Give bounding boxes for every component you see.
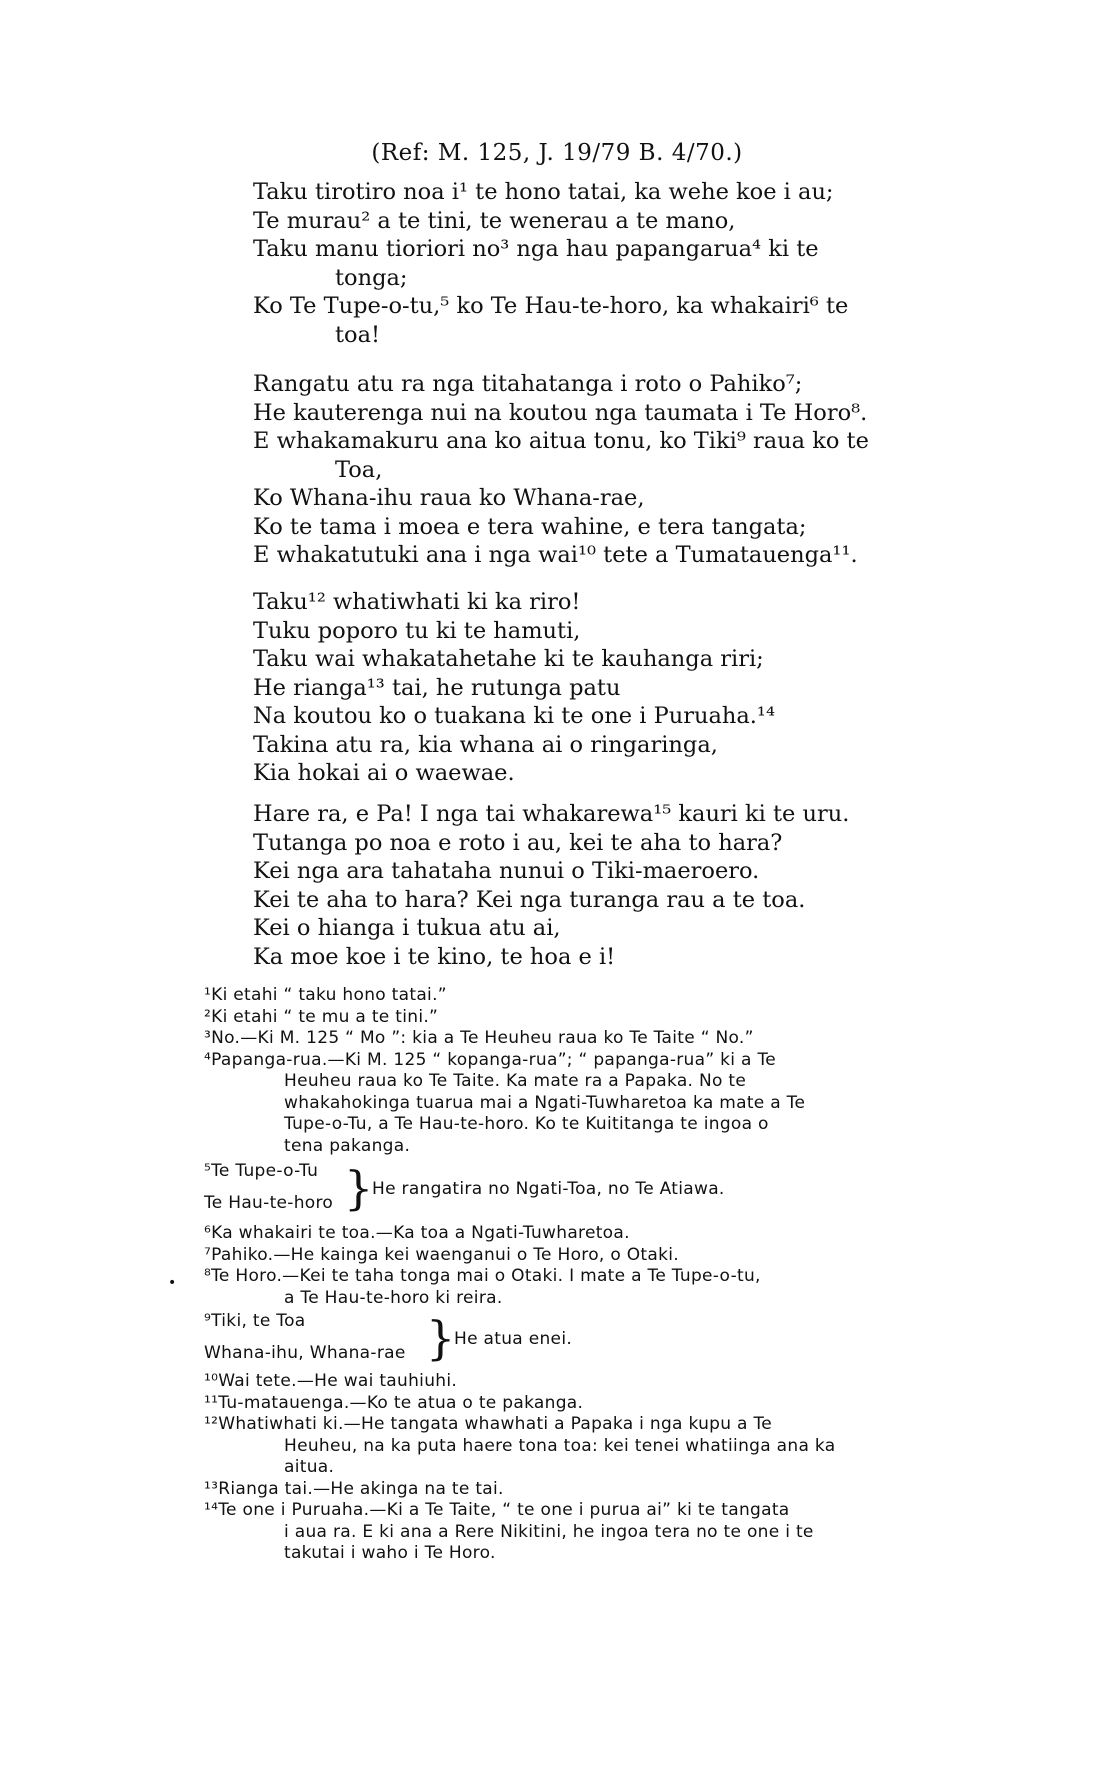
- footnote-2: ²Ki etahi “ te mu a te tini.”: [204, 1006, 439, 1027]
- poem-line: Toa,: [335, 456, 383, 483]
- footnote-10: ¹⁰Wai tete.—He wai tauhiuhi.: [204, 1371, 458, 1391]
- footnote-9-name-2: Whana-ihu, Whana-rae: [204, 1343, 406, 1363]
- footnote-9: [204, 1311, 1004, 1369]
- footnote-4-cont: Heuheu raua ko Te Taite. Ka mate ra a Papaka. No te: [284, 1071, 747, 1091]
- footnote-9-desc: He atua enei.: [454, 1329, 573, 1349]
- footnote-5-name-1: ⁵Te Tupe-o-Tu: [204, 1161, 319, 1181]
- footnote-5-desc: He rangatira no Ngati-Toa, no Te Atiawa.: [372, 1179, 725, 1199]
- poem-line: Taku wai whakatahetahe ki te kauhanga riri;: [253, 646, 764, 672]
- poem-line: Ko Whana-ihu raua ko Whana-rae,: [253, 485, 645, 511]
- stanza-4: [253, 800, 953, 971]
- footnote-4-cont: whakahokinga tuarua mai a Ngati-Tuwharetoa ka mate a Te: [284, 1092, 806, 1113]
- footnote-14-cont: takutai i waho i Te Horo.: [284, 1543, 496, 1563]
- footnote-1: ¹Ki etahi “ taku hono tatai.”: [204, 985, 447, 1005]
- poem-line: Ko Te Tupe-o-tu,⁵ ko Te Hau-te-horo, ka whakairi⁶ te: [253, 293, 849, 319]
- poem-line: He rianga¹³ tai, he rutunga patu: [253, 674, 621, 701]
- poem-line: Na koutou ko o tuakana ki te one i Puruaha.¹⁴: [253, 703, 775, 729]
- footnote-11: ¹¹Tu-matauenga.—Ko te atua o te pakanga.: [204, 1392, 584, 1413]
- poem-line: tonga;: [335, 264, 408, 291]
- poem-line: Taku¹² whatiwhati ki ka riro!: [253, 589, 581, 615]
- footnote-13: ¹³Rianga tai.—He akinga na te tai.: [204, 1478, 504, 1499]
- poem-line: Taku manu tioriori no³ nga hau papangarua⁴ ki te: [253, 236, 819, 262]
- poem-line: E whakamakuru ana ko aitua tonu, ko Tiki⁹ raua ko te: [253, 428, 869, 454]
- footnote-6: ⁶Ka whakairi te toa.—Ka toa a Ngati-Tuwharetoa.: [204, 1223, 630, 1243]
- poem-line: Kei te aha to hara? Kei nga turanga rau a te toa.: [253, 886, 806, 913]
- footnote-3: ³No.—Ki M. 125 “ Mo ”: kia a Te Heuheu raua ko Te Taite “ No.”: [204, 1028, 754, 1048]
- footnote-9-name-1: ⁹Tiki, te Toa: [204, 1311, 306, 1331]
- poem-line: Ka moe koe i te kino, te hoa e i!: [253, 943, 616, 970]
- poem-line: E whakatutuki ana i nga wai¹⁰ tete a Tumatauenga¹¹.: [253, 542, 858, 568]
- poem-line: Te murau² a te tini, te wenerau a te mano,: [253, 207, 736, 234]
- stanza-2: [253, 370, 953, 570]
- footnote-4-cont: tena pakanga.: [284, 1135, 411, 1156]
- footnote-14: ¹⁴Te one i Puruaha.—Ki a Te Taite, “ te one i purua ai” ki te tangata: [204, 1500, 790, 1520]
- poem-line: Taku tirotiro noa i¹ te hono tatai, ka wehe koe i au;: [253, 179, 834, 205]
- footnote-14-cont: i aua ra. E ki ana a Rere Nikitini, he ingoa tera no te one i te: [284, 1521, 814, 1542]
- footnote-4: ⁴Papanga-rua.—Ki M. 125 “ kopanga-rua”; “ papanga-rua” ki a Te: [204, 1049, 777, 1070]
- footnote-4-cont: Tupe-o-Tu, a Te Hau-te-horo. Ko te Kuititanga te ingoa o: [284, 1114, 769, 1134]
- footnote-12-cont: aitua.: [284, 1457, 335, 1477]
- footnotes: [204, 985, 1004, 1565]
- poem-line: Rangatu atu ra nga titahatanga i roto o Pahiko⁷;: [253, 371, 803, 397]
- footnote-5: [204, 1161, 1004, 1219]
- footnote-12-cont: Heuheu, na ka puta haere tona toa: kei tenei whatiinga ana ka: [284, 1435, 836, 1456]
- stanza-3: [253, 588, 953, 788]
- footnote-12: ¹²Whatiwhati ki.—He tangata whawhati a Papaka i nga kupu a Te: [204, 1414, 773, 1434]
- poem-line: Tutanga po noa e roto i au, kei te aha to hara?: [253, 829, 783, 856]
- reference-header: (Ref: M. 125, J. 19/79 B. 4/70.): [371, 140, 743, 166]
- poem-line: Kia hokai ai o waewae.: [253, 760, 515, 786]
- brace-icon: }: [344, 1161, 374, 1215]
- poem-line: Hare ra, e Pa! I nga tai whakarewa¹⁵ kauri ki te uru.: [253, 801, 850, 827]
- poem-line: Kei o hianga i tukua atu ai,: [253, 915, 561, 941]
- footnote-7: ⁷Pahiko.—He kainga kei waenganui o Te Horo, o Otaki.: [204, 1244, 679, 1265]
- footnote-5-name-2: Te Hau-te-horo: [204, 1193, 334, 1213]
- poem-line: Tuku poporo tu ki te hamuti,: [253, 617, 581, 644]
- poem-line: Takina atu ra, kia whana ai o ringaringa,: [253, 731, 718, 758]
- margin-bullet: •: [168, 1275, 177, 1291]
- poem-line: toa!: [335, 321, 381, 348]
- poem-line: Kei nga ara tahataha nunui o Tiki-maeroero.: [253, 858, 760, 884]
- poem-line: He kauterenga nui na koutou nga taumata i Te Horo⁸.: [253, 399, 868, 426]
- stanza-1: [253, 178, 953, 349]
- brace-icon: }: [426, 1311, 456, 1365]
- footnote-8-cont: a Te Hau-te-horo ki reira.: [284, 1287, 503, 1308]
- poem-line: Ko te tama i moea e tera wahine, e tera tangata;: [253, 513, 807, 540]
- footnote-8: ⁸Te Horo.—Kei te taha tonga mai o Otaki. I mate a Te Tupe-o-tu,: [204, 1266, 761, 1286]
